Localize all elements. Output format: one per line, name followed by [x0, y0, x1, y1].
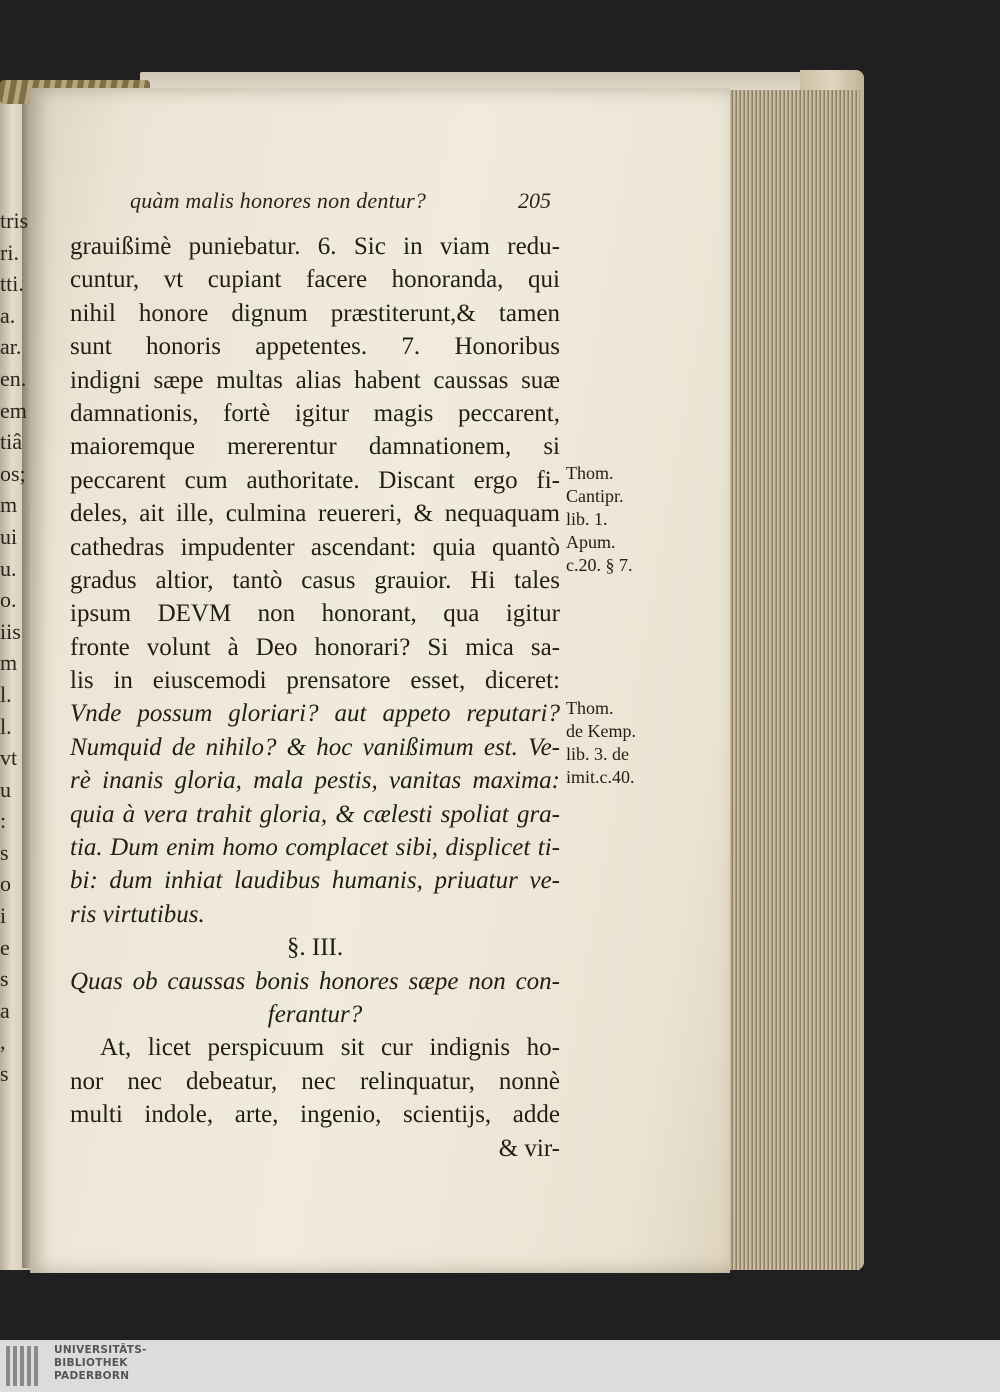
left-page-fragment: tris — [0, 208, 29, 233]
left-page-fragment: m — [0, 492, 18, 518]
main-text-block — [70, 230, 560, 1165]
left-page-fragment: tiâ — [0, 429, 22, 455]
text-line: lis in eiuscemodi prensatore esset, diceret: — [70, 667, 560, 695]
left-page-fragment: m — [0, 650, 18, 676]
left-page-fragment: u — [0, 776, 11, 802]
running-head: quàm malis honores non dentur? — [130, 188, 427, 213]
left-page-text-fragments — [0, 205, 30, 1090]
library-footer — [0, 1340, 1000, 1392]
text-line: cathedras impudenter ascendant: quia quantò — [70, 533, 560, 561]
text-line: indigni sæpe multas alias habent caussas suæ — [70, 366, 560, 394]
left-page-fragment: tti. — [0, 271, 24, 297]
left-page-fragment: os; — [0, 460, 26, 486]
marginal-note-line: imit.c.40. — [566, 767, 635, 787]
page-block-edges — [720, 90, 860, 1270]
text-line: bi: dum inhiat laudibus humanis, priuatur ve- — [70, 867, 560, 895]
marginal-note-line: de Kemp. — [566, 721, 636, 741]
left-page-fragment: ar. — [0, 334, 22, 360]
left-page-fragment: s — [0, 1061, 9, 1087]
text-line: quia à vera trahit gloria, & cælesti spoliat gra- — [70, 800, 560, 828]
text-line: peccarent cum authoritate. Discant ergo fi- — [70, 466, 560, 494]
text-line: ris virtutibus. — [70, 900, 205, 928]
marginal-note-line: Cantipr. — [566, 486, 624, 506]
library-name-line-1: UNIVERSITÄTS- — [54, 1344, 147, 1356]
left-page-fragment: o — [0, 871, 11, 897]
left-page-fragment: s — [0, 839, 9, 865]
text-line: ferantur? — [267, 1000, 363, 1028]
left-page-fragment: i — [0, 903, 7, 929]
text-line: nihil honore dignum præstiterunt,& tamen — [70, 299, 560, 327]
text-line: gradus altior, tantò casus grauior. Hi tales — [70, 566, 560, 594]
text-line: nor nec debeatur, nec relinquatur, nonnè — [70, 1067, 560, 1095]
text-line: deles, ait ille, culmina reuereri, & nequaquam — [70, 500, 560, 528]
text-line: At, licet perspicuum sit cur indignis ho- — [100, 1034, 560, 1062]
text-line: rè inanis gloria, mala pestis, vanitas maxima: — [70, 767, 560, 795]
text-line: Quas ob caussas bonis honores sæpe non con- — [70, 967, 560, 995]
left-page-fragment: ri. — [0, 239, 19, 265]
text-line: multi indole, arte, ingenio, scientijs, adde — [70, 1101, 560, 1129]
left-page-fragment: ui — [0, 523, 18, 549]
left-page-fragment: a. — [0, 302, 16, 328]
text-line: fronte volunt à Deo honorari? Si mica sa- — [70, 633, 560, 661]
left-page-fragment: em — [0, 397, 27, 423]
text-line: & vir- — [498, 1134, 560, 1162]
left-page-fragment: , — [0, 1029, 6, 1055]
left-page-fragment: l. — [0, 713, 12, 739]
left-page-fragment: a — [0, 997, 10, 1023]
library-name-line-2: BIBLIOTHEK — [54, 1357, 128, 1369]
library-name — [54, 1344, 147, 1383]
text-line: grauißimè puniebatur. 6. Sic in viam redu- — [70, 233, 560, 260]
text-line: damnationis, fortè igitur magis peccarent, — [70, 399, 560, 427]
marginal-note-line: Apum. — [566, 532, 616, 552]
marginal-note-thomas-kempis — [566, 697, 676, 789]
left-page-fragment: l. — [0, 681, 12, 707]
marginal-note-line: Thom. — [566, 463, 614, 483]
text-line: §. III. — [286, 934, 344, 962]
left-page-fragment: en. — [0, 365, 27, 391]
library-name-line-3: PADERBORN — [54, 1370, 130, 1382]
left-page-fragment: iis — [0, 618, 21, 644]
text-line: ipsum DEVM non honorant, qua igitur — [70, 600, 560, 628]
marginal-note-line: Thom. — [566, 698, 614, 718]
text-line: cuntur, vt cupiant facere honoranda, qui — [70, 266, 560, 294]
marginal-note-line: lib. 3. de — [566, 744, 629, 764]
left-page-fragment: vt — [0, 745, 18, 771]
marginal-note-thomas-cantipratensis — [566, 462, 676, 577]
left-page-fragment: o. — [0, 587, 17, 613]
text-line: Numquid de nihilo? & hoc vanißimum est. Ve- — [70, 733, 560, 761]
left-page-fragment: : — [0, 808, 7, 834]
text-line: Vnde possum gloriari? aut appeto reputari? — [70, 700, 560, 728]
text-line: tia. Dum enim homo complacet sibi, displicet ti- — [70, 834, 560, 862]
marginal-note-line: lib. 1. — [566, 509, 608, 529]
left-page-fragment: e — [0, 934, 10, 960]
left-page-fragment: s — [0, 966, 9, 992]
library-logo-icon — [6, 1346, 44, 1386]
text-line: maioremque mererentur damnationem, si — [70, 433, 560, 461]
marginal-note-line: c.20. § 7. — [566, 555, 633, 575]
text-line: sunt honoris appetentes. 7. Honoribus — [70, 333, 560, 361]
page-number: 205 — [518, 188, 551, 213]
left-page-fragment: u. — [0, 555, 17, 581]
